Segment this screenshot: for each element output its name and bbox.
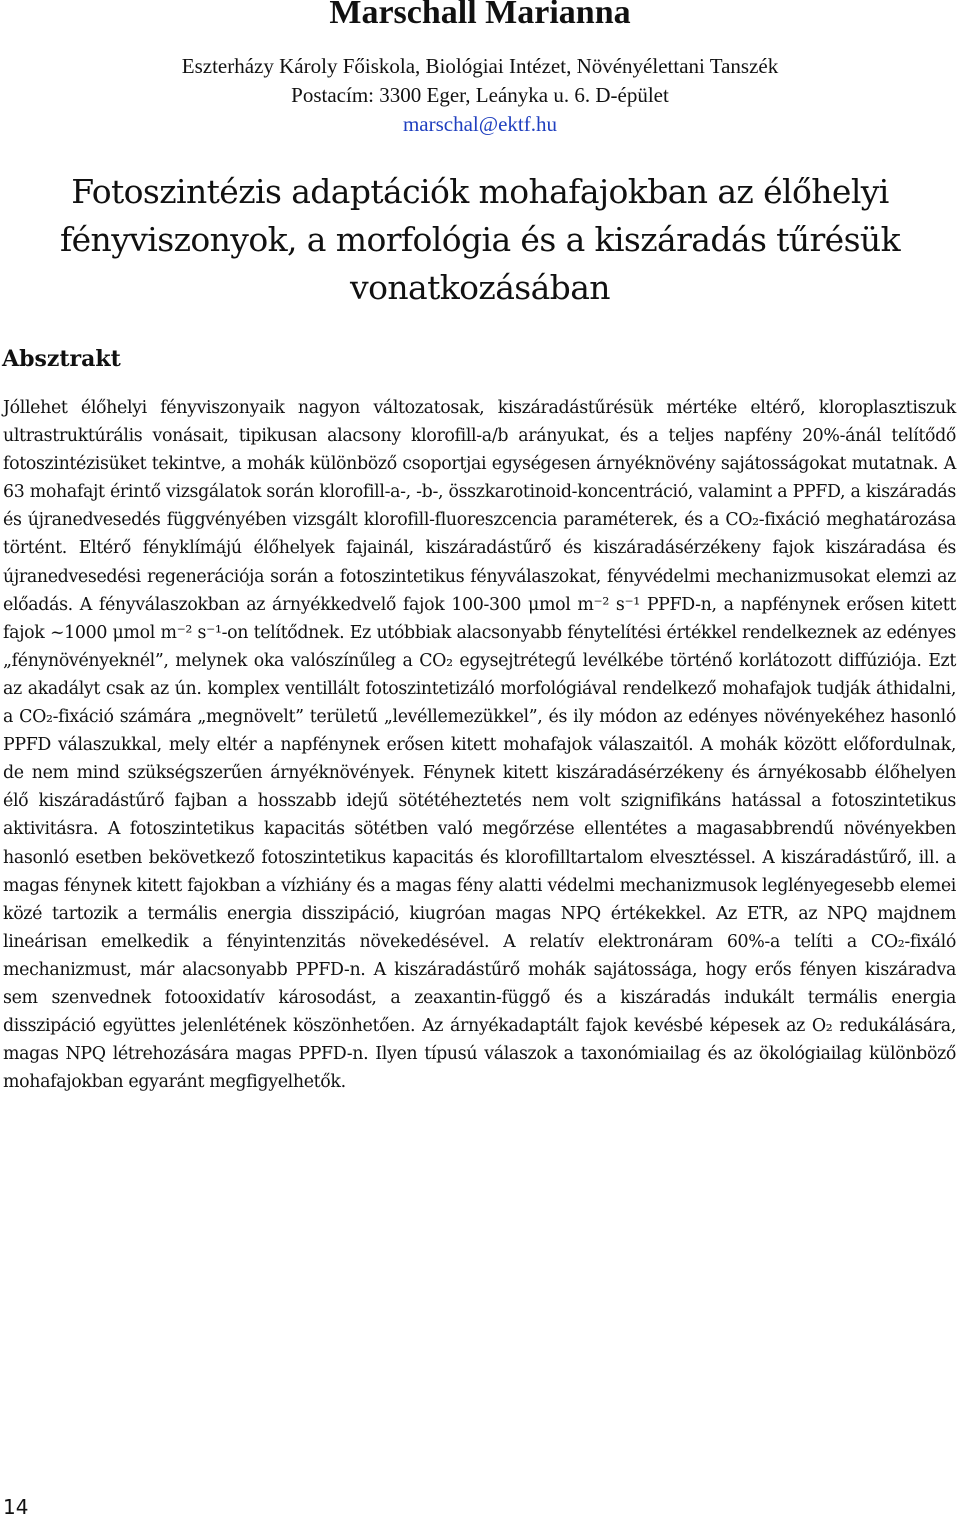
page-number: 14: [3, 1495, 29, 1519]
article-title: Fotoszintézis adaptációk mohafajokban az élőhelyi fényviszonyok, a morfológia és a kiszáradás tűrésük vonatkozásában: [60, 172, 900, 307]
abstract-body: Jóllehet élőhelyi fényviszonyaik nagyon változatosak, kiszáradástűrésük mértéke eltérő, kloroplasztiszuk ultrastruktúrális vonásait, tipikusan alacsony klorofill-a/b arányukat, és a teljes napfény 20%-ánál telítődő fotoszintézisüket tekintve, a mohák különböző csoportjai egységesen árnyéknövény sajátosságokat mutatnak. A 63 mohafajt érintő vizsgálatok során klorofill-a-, -b-, összkarotinoid-koncentráció, valamint a PPFD, a kiszáradás és újranedvesedés függvényében vizsgált klorofill-fluoreszcencia paraméterek, és a CO₂-fixáció meghatározása történt. Eltérő fényklímájú élőhelyek fajainál, kiszáradástűrő és kiszáradásérzékeny fajok kiszáradása és újranedvesedési regenerációja során a fotoszintetikus fényválaszokat, fényvédelmi mechanizmusokat elemzi az előadás. A fényválaszokban az árnyékkedvelő fajok 100-300 μmol m⁻² s⁻¹ PPFD-n, a napfénynek erősen kitett fajok ~1000 μmol m⁻² s⁻¹-on telítődnek. Ez utóbbiak alacsonyabb fénytelítési értékkel rendelkeznek az edényes „fénynövényeknél”, melynek oka valószínűleg a CO₂ egysejtrétegű levélkébe történő korlátozott diffúziója. Ezt az akadályt csak az ún. komplex ventillált fotoszintetizáló morfológiával rendelkező mohafajok tudják áthidalni, a CO₂-fixáció számára „megnövelt” területű „levéllemezükkel”, és ily módon az edényes növényekéhez hasonló PPFD válaszukkal, mely eltér a napfénynek erősen kitett mohafajok válaszaitól. A mohák között előfordulnak, de nem mind szükségszerűen árnyéknövények. Fénynek kitett kiszáradásérzékeny és árnyékosabb élőhelyen élő kiszáradástűrő fajban a hosszabb idejű sötétéheztetés nem volt szignifikáns hatással a fotoszintetikus aktivitásra. A fotoszintetikus kapacitás sötétben való megőrzése ellentétes a magasabbrendű növényekben hasonló esetben bekövetkező fotoszintetikus kapacitás és klorofilltartalom elvesztéssel. A kiszáradástűrő, ill. a magas fénynek kitett fajokban a vízhiány és a magas fény alatti védelmi mechanizmusok leglényegesebb elemei közé tartozik a termális energia disszipáció, kiugróan magas NPQ értékekkel. Az ETR, az NPQ majdnem lineárisan emelkedik a fényintenzitás növekedésével. A relatív elektronáram 60%-a telíti a CO₂-fixáló mechanizmust, már alacsonyabb PPFD-n. A kiszáradástűrő mohák sajátossága, hogy erős fényen kiszáradva sem szenvednek fotooxidatív károsodást, a zeaxantin-függő és a kiszáradás indukált termális energia disszipáció együttes jelenlétének köszönhetően. Az árnyékadaptált fajok kevésbé képesek az O₂ redukálására, magas NPQ létrehozására magas PPFD-n. Ilyen típusú válaszok a taxonómiailag és az ökológiailag különböző mohafajokban egyaránt megfigyelhetők.: [3, 398, 956, 1093]
author-name: Marschall Marianna: [329, 0, 631, 31]
affiliation-postal-address: Postacím: 3300 Eger, Leányka u. 6. D-épület: [291, 83, 669, 107]
affiliation-institute: Eszterházy Károly Főiskola, Biológiai Intézet, Növényélettani Tanszék: [181, 54, 779, 78]
section-heading-abstract: Absztrakt: [2, 346, 121, 372]
author-email-link[interactable]: marschal@ektf.hu: [402, 112, 558, 136]
